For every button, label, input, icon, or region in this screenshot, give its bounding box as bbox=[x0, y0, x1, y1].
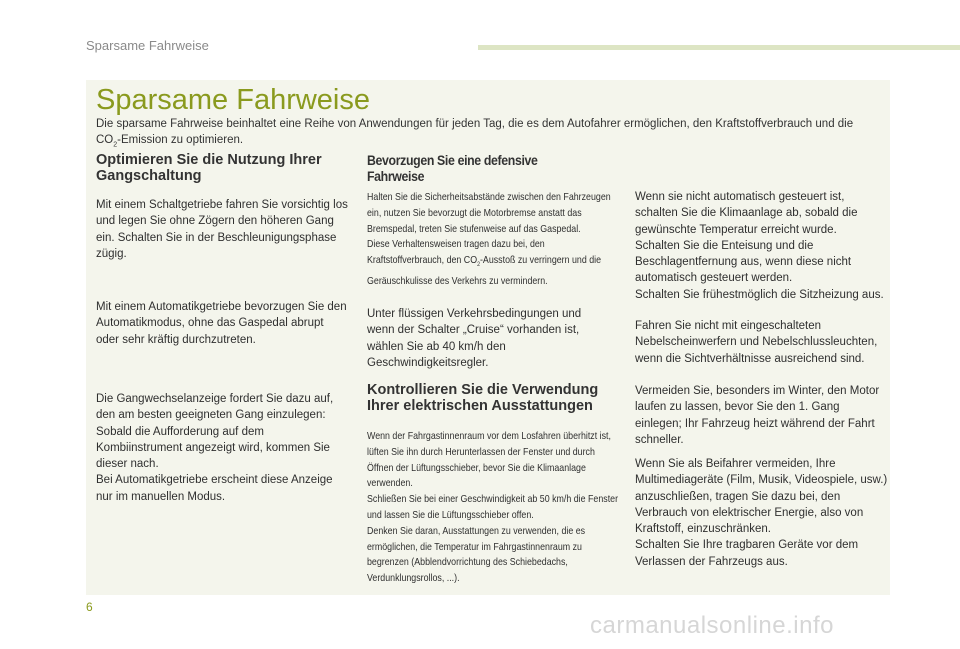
heading-gear-usage: Optimieren Sie die Nutzung Ihrer Gangschaltung bbox=[96, 152, 322, 184]
page-number: 6 bbox=[86, 600, 93, 614]
paragraph-gear-indicator: Die Gangwechselanzeige fordert Sie dazu auf, den am besten geeigneten Gang einzulegen: Sobald die Aufforderung auf dem Kombiinstrument angezeigt wird, kommen Sie dieser nach. Bei Automatikgetriebe erscheint diese Anzeige nur im manuellen Modus. bbox=[96, 393, 334, 503]
heading-defensive-driving: Bevorzugen Sie eine defensive Fahrweise bbox=[367, 152, 538, 184]
running-header: Sparsame Fahrweise bbox=[86, 38, 209, 53]
paragraph-manual-gearbox: Mit einem Schaltgetriebe fahren Sie vorsichtig los und legen Sie ohne Zögern den höheren Gang ein. Schalten Sie in der Beschleunigungsphase zügig. bbox=[96, 199, 348, 260]
paragraph-automatic-gearbox: Mit einem Automatikgetriebe bevorzugen Sie den Automatikmodus, ohne das Gaspedal abrupt oder sehr kräftig durchzutreten. bbox=[96, 301, 347, 346]
header-divider-bar bbox=[478, 45, 960, 50]
paragraph-air-conditioning: Wenn sie nicht automatisch gesteuert ist, schalten Sie die Klimaanlage ab, sobald die gewünschte Temperatur erreicht wurde. Schalten Sie die Enteisung und die Beschlagentfernung aus, wenn diese nicht automatisch gesteuert werden. Schalten Sie frühestmöglich die Sitzheizung aus. bbox=[635, 191, 884, 301]
paragraph-cruise-control: Unter flüssigen Verkehrsbedingungen und wenn der Schalter „Cruise“ vorhanden ist, wählen Sie ab 40 km/h den Geschwindigkeitsregler. bbox=[367, 308, 582, 369]
paragraph-ventilation: Wenn der Fahrgastinnenraum vor dem Losfahren überhitzt ist, lüften Sie ihn durch Herunterlassen der Fenster und durch Öffnen der Lüftungsschieber, bevor Sie die Klimaanlage verwenden. Schließen Sie bei einer Geschwindigkeit ab 50 km/h die Fenster und lassen Sie die Lüftungsschieber offen. Denken Sie daran, Ausstattungen zu verwenden, die es ermöglichen, die Temperatur im Fahrgastinnenraum zu begrenzen (Abblendvorrichtung des Schiebedachs, Verdunklungsrollos, ...). bbox=[367, 431, 619, 585]
heading-electrical-equipment: Kontrollieren Sie die Verwendung Ihrer elektrischen Ausstattungen bbox=[367, 382, 599, 414]
paragraph-engine-warmup: Vermeiden Sie, besonders im Winter, den Motor laufen zu lassen, bevor Sie den 1. Gang einlegen; Ihr Fahrzeug heizt während der Fahrt schneller. bbox=[635, 385, 880, 446]
intro-paragraph: Die sparsame Fahrweise beinhaltet eine Reihe von Anwendungen für jeden Tag, die es dem Autofahrer ermöglichen, den Kraftstoffverbrauch und die $CO_2$-Emission zu optimieren. bbox=[96, 118, 854, 149]
watermark: carmanualsonline.info bbox=[590, 612, 834, 639]
paragraph-fog-lamps: Fahren Sie nicht mit eingeschalteten Nebelscheinwerfern und Nebelschlussleuchten, wenn die Sichtverhältnisse ausreichend sind. bbox=[635, 320, 878, 365]
paragraph-multimedia-devices: Wenn Sie als Beifahrer vermeiden, Ihre Multimediageräte (Film, Musik, Videospiele, usw.) anzuschließen, tragen Sie dazu bei, den Verbrauch von elektrischer Energie, also von Kraftstoff, einzuschränken. Schalten Sie Ihre tragbaren Geräte vor dem Verlassen der Fahrzeugs aus. bbox=[635, 458, 888, 568]
page-title: Sparsame Fahrweise bbox=[96, 84, 370, 116]
paragraph-safety-distance: Halten Sie die Sicherheitsabstände zwischen den Fahrzeugen ein, nutzen Sie bevorzugt die Motorbremse anstatt das Bremspedal, treten Sie stufenweise auf das Gaspedal. Diese Verhaltensweisen tragen dazu bei, den Kraftstoffverbrauch, den $CO_2$-Ausstoß zu verringern und die Geräuschkulisse des Verkehrs zu vermindern. bbox=[367, 192, 611, 288]
